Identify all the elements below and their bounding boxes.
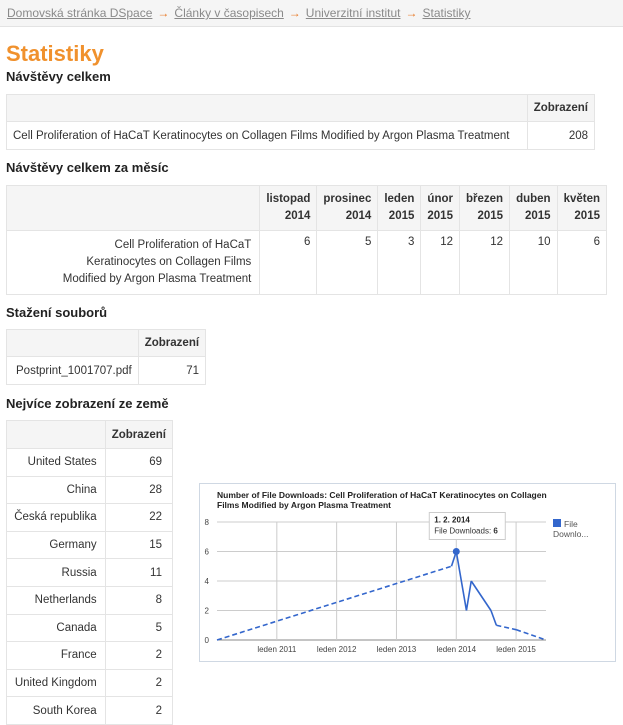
month-name: leden [384, 193, 415, 205]
file-name-cell: Postprint_1001707.pdf [7, 357, 139, 385]
breadcrumb-home-link[interactable]: Domovská stránka DSpace [7, 6, 153, 20]
breadcrumb-separator: → [405, 6, 418, 20]
month-name: únor [427, 193, 453, 205]
month-name: listopad [266, 193, 311, 205]
month-name: březen [465, 193, 504, 205]
country-views-cell: 69 [105, 449, 172, 477]
month-column-header [421, 186, 460, 231]
month-value-cell: 6 [260, 231, 317, 295]
table-row [7, 559, 173, 587]
table-row [7, 669, 173, 697]
month-value-cell: 10 [510, 231, 558, 295]
month-year: 2015 [427, 210, 453, 222]
series-line-segment [471, 581, 491, 611]
country-views-cell: 5 [105, 614, 172, 642]
table-row [7, 504, 173, 532]
table-row [7, 642, 173, 670]
legend-label: File Downlo... [553, 519, 589, 539]
views-column-header: Zobrazení [105, 421, 172, 449]
downloads-chart [199, 483, 616, 662]
total-visits-heading: Návštěvy celkem [6, 69, 111, 84]
country-name-cell: Canada [7, 614, 106, 642]
item-title-cell: Cell Proliferation of HaCaT Keratinocytes on Collagen Films Modified by Argon Plasma Treatment [7, 122, 528, 150]
breadcrumb-separator: → [288, 6, 301, 20]
countries-table [6, 420, 173, 725]
series-line-segment [496, 625, 516, 629]
country-views-cell: 2 [105, 697, 172, 725]
month-value-cell: 12 [459, 231, 509, 295]
y-tick-label: 0 [204, 636, 209, 645]
month-column-header [510, 186, 558, 231]
month-year: 2014 [284, 210, 311, 222]
country-name-cell: United Kingdom [7, 669, 106, 697]
table-row [7, 531, 173, 559]
table-row [7, 697, 173, 725]
series-line-segment [516, 630, 546, 640]
x-tick-label: leden 2012 [316, 645, 357, 654]
empty-header-cell [7, 330, 139, 357]
month-name: duben [516, 193, 551, 205]
month-value-cell: 12 [421, 231, 460, 295]
table-row [7, 476, 173, 504]
country-views-cell: 22 [105, 504, 172, 532]
item-title-cell: Cell Proliferation of HaCaT Keratinocytes on Collagen Films Modified by Argon Plasma Treatment [7, 231, 260, 295]
series-line-segment [217, 566, 451, 640]
table-row [7, 586, 173, 614]
month-year: 2015 [477, 210, 504, 222]
month-column-header [378, 186, 421, 231]
breadcrumb-articles-link[interactable]: Články v časopisech [174, 6, 284, 20]
month-name: květen [563, 193, 600, 205]
month-year: 2015 [388, 210, 415, 222]
y-tick-label: 6 [204, 547, 209, 557]
data-point-marker [453, 548, 460, 555]
month-column-header [557, 186, 606, 231]
tooltip-date: 1. 2. 2014 [434, 515, 470, 525]
tooltip-label: File Downloads: 6 [434, 526, 498, 536]
country-name-cell: China [7, 476, 106, 504]
country-views-cell: 15 [105, 531, 172, 559]
country-views-cell: 2 [105, 669, 172, 697]
breadcrumb-separator: → [157, 6, 170, 20]
month-value-cell: 3 [378, 231, 421, 295]
x-tick-label: leden 2013 [376, 645, 417, 654]
legend-swatch [553, 519, 561, 527]
country-name-cell: United States [7, 449, 106, 477]
country-name-cell: Russia [7, 559, 106, 587]
views-column-header: Zobrazení [138, 330, 205, 357]
country-name-cell: France [7, 642, 106, 670]
country-name-cell: Netherlands [7, 586, 106, 614]
table-row [7, 614, 173, 642]
country-name-cell: Česká republika [7, 504, 106, 532]
empty-header-cell [7, 95, 528, 122]
series-line-segment [466, 581, 471, 611]
country-name-cell: Germany [7, 531, 106, 559]
month-name: prosinec [323, 193, 372, 205]
total-visits-table [6, 94, 595, 150]
y-tick-label: 2 [204, 606, 209, 616]
chart-title: Number of File Downloads: Cell Proliferation of HaCaT Keratinocytes on Collagen [217, 490, 547, 500]
views-value-cell: 208 [527, 122, 594, 150]
downloads-heading: Stažení souborů [6, 305, 108, 320]
downloads-table [6, 329, 206, 385]
table-row [7, 449, 173, 477]
breadcrumb [0, 0, 623, 27]
month-year: 2015 [574, 210, 600, 222]
country-views-cell: 11 [105, 559, 172, 587]
views-column-header: Zobrazení [527, 95, 594, 122]
month-value-cell: 5 [317, 231, 378, 295]
page-title: Statistiky [6, 41, 104, 66]
country-views-cell: 8 [105, 586, 172, 614]
empty-header-cell [7, 186, 260, 231]
breadcrumb-institute-link[interactable]: Univerzitní institut [305, 6, 401, 20]
empty-header-cell [7, 421, 106, 449]
country-name-cell: South Korea [7, 697, 106, 725]
month-column-header [317, 186, 378, 231]
country-views-cell: 2 [105, 642, 172, 670]
x-tick-label: leden 2014 [436, 645, 477, 654]
month-column-header [260, 186, 317, 231]
series-line-segment [491, 611, 496, 626]
month-year: 2014 [345, 210, 372, 222]
month-column-header [459, 186, 509, 231]
country-views-cell: 28 [105, 476, 172, 504]
x-tick-label: leden 2011 [257, 645, 297, 654]
monthly-visits-heading: Návštěvy celkem za měsíc [6, 160, 169, 175]
y-tick-label: 4 [204, 577, 209, 586]
chart-legend [553, 519, 613, 539]
breadcrumb-statistics-link[interactable]: Statistiky [422, 6, 471, 20]
chart-title: Films Modified by Argon Plasma Treatment [217, 500, 391, 510]
tooltip-value: 6 [493, 526, 498, 536]
download-count-cell: 71 [138, 357, 205, 385]
countries-heading: Nejvíce zobrazení ze země [6, 396, 169, 411]
downloads-chart-svg [200, 484, 617, 663]
x-tick-label: leden 2015 [496, 645, 536, 654]
month-year: 2015 [524, 210, 551, 222]
month-value-cell: 6 [557, 231, 606, 295]
y-tick-label: 8 [204, 518, 209, 527]
monthly-visits-table [6, 185, 607, 295]
